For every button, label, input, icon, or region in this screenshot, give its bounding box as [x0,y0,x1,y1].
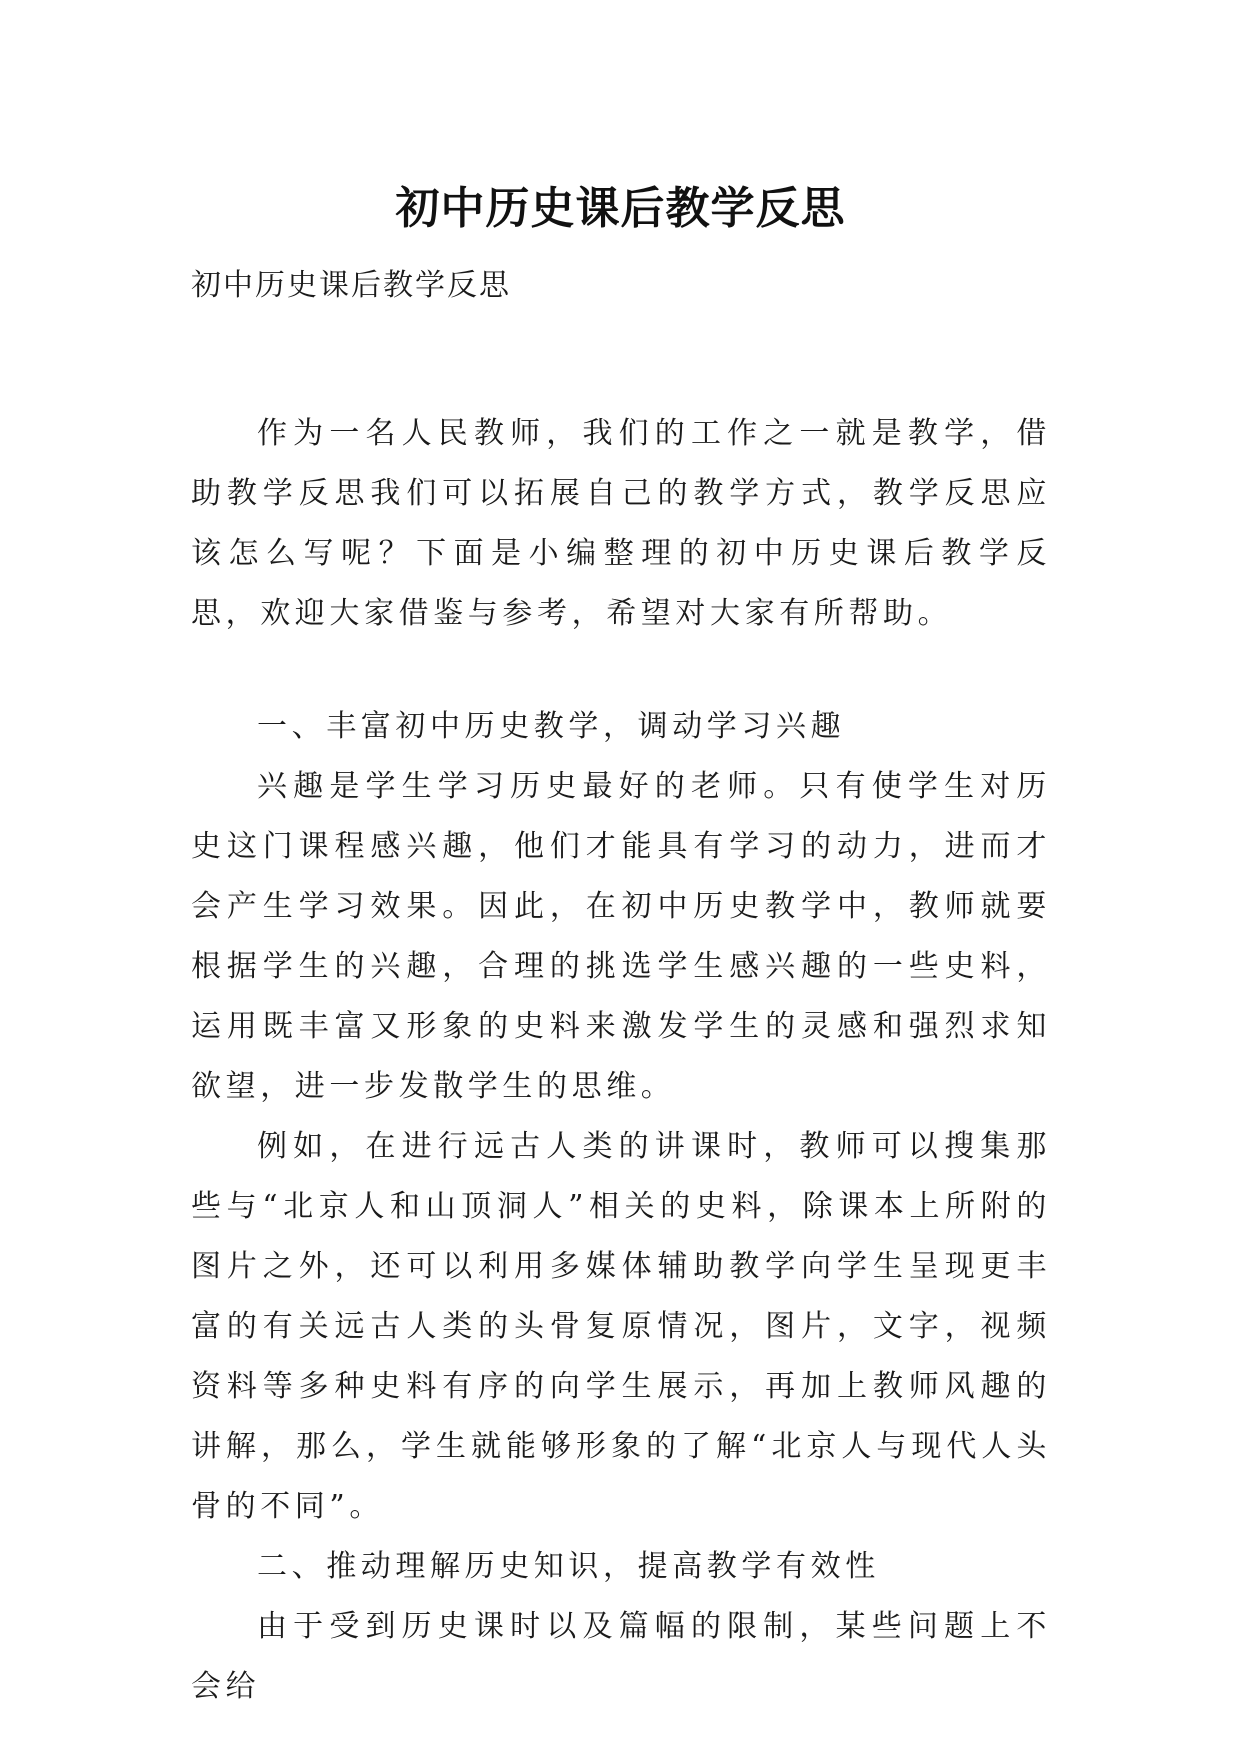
body-paragraph-1: 兴趣是学生学习历史最好的老师。只有使学生对历史这门课程感兴趣，他们才能具有学习的动力，进而才会产生学习效果。因此，在初中历史教学中，教师就要根据学生的兴趣，合理的挑选学生感兴趣的一些史料，运用既丰富又形象的史料来激发学生的灵感和强烈求知欲望，进一步发散学生的思维。 [191,769,1051,1104]
main-body [191,697,1051,1717]
intro-block [191,404,1051,644]
section-heading-2: 二、推动理解历史知识，提高教学有效性 [257,1549,880,1584]
body-paragraph-2: 例如，在进行远古人类的讲课时，教师可以搜集那些与“北京人和山顶洞人”相关的史料，除课本上所附的图片之外，还可以利用多媒体辅助教学向学生呈现更丰富的有关远古人类的头骨复原情况，图片，文字，视频资料等多种史料有序的向学生展示，再加上教师风趣的讲解，那么，学生就能够形象的了解“北京人与现代人头骨的不同”。 [191,1129,1051,1524]
intro-paragraph: 作为一名人民教师，我们的工作之一就是教学，借助教学反思我们可以拓展自己的教学方式，教学反思应该怎么写呢？下面是小编整理的初中历史课后教学反思，欢迎大家借鉴与参考，希望对大家有所帮助。 [191,416,1051,631]
section-heading-1: 一、丰富初中历史教学，调动学习兴趣 [257,709,846,744]
document-title: 初中历史课后教学反思 [395,183,846,235]
document-subtitle: 初中历史课后教学反思 [191,268,511,303]
body-paragraph-3: 由于受到历史课时以及篇幅的限制，某些问题上不会给 [191,1609,1051,1704]
